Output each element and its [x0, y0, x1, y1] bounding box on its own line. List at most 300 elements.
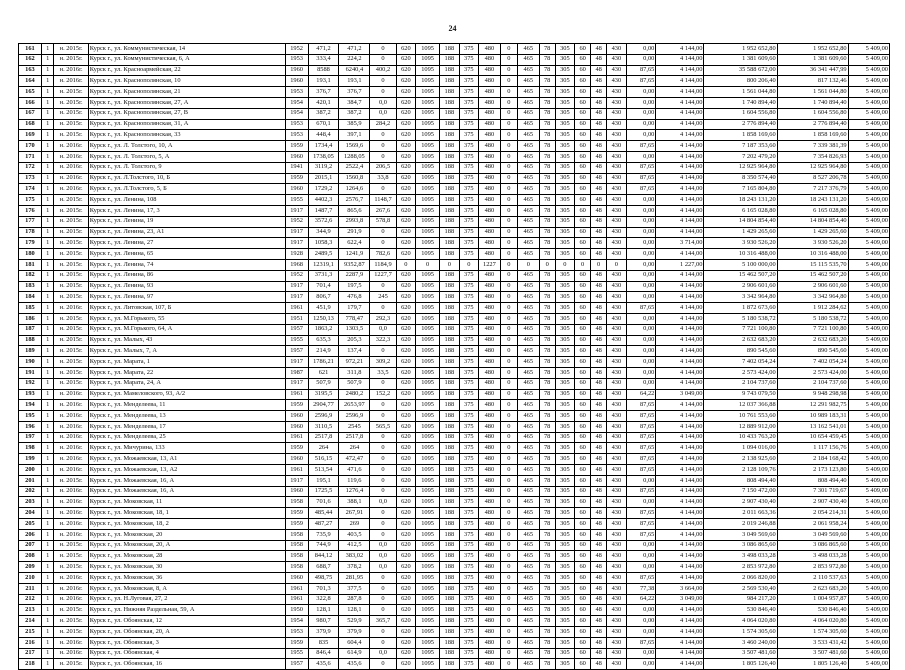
group-code-cell: 1	[41, 87, 54, 98]
table-row	[19, 529, 890, 540]
rate-8-cell: 78	[539, 508, 555, 519]
group-code-cell: 1	[41, 519, 54, 530]
limit-cost-cell: 5 409,00	[848, 346, 889, 357]
rate-9-cell: 305	[555, 249, 574, 260]
adjusted-cost-cell: 7 354 826,93	[777, 151, 848, 162]
index-cell: 87,65	[626, 465, 656, 476]
cost-per-sqm-cell: 4 144,00	[656, 648, 704, 659]
table-row	[19, 44, 890, 55]
row-number-cell: 186	[19, 313, 42, 324]
nonresidential-area-cell: 0,0	[370, 497, 396, 508]
rate-2-cell: 1095	[416, 292, 440, 303]
limit-cost-cell: 5 409,00	[848, 227, 889, 238]
index-cell: 0,00	[626, 130, 656, 141]
rate-10-cell: 60	[575, 162, 591, 173]
table-row	[19, 411, 890, 422]
rate-10-cell: 60	[575, 421, 591, 432]
rate-4-cell: 375	[459, 357, 478, 368]
nonresidential-area-cell: 0	[370, 87, 396, 98]
table-row	[19, 184, 890, 195]
limit-cost-cell: 5 409,00	[848, 54, 889, 65]
cost-per-sqm-cell: 4 144,00	[656, 281, 704, 292]
living-area-cell: 388,1	[339, 497, 370, 508]
table-row	[19, 346, 890, 357]
index-cell: 0,00	[626, 97, 656, 108]
rate-1-cell: 620	[396, 562, 415, 573]
row-number-cell: 213	[19, 605, 42, 616]
rate-7-cell: 465	[517, 648, 539, 659]
index-cell: 64,22	[626, 389, 656, 400]
group-code-cell: 1	[41, 227, 54, 238]
rate-1-cell: 620	[396, 303, 415, 314]
rate-7-cell: 465	[517, 141, 539, 152]
rate-5-cell: 480	[479, 648, 501, 659]
living-area-cell: 2596,9	[339, 411, 370, 422]
rate-6-cell: 0	[500, 292, 517, 303]
index-cell: 87,65	[626, 65, 656, 76]
total-area-cell: 844,12	[308, 551, 339, 562]
living-area-cell: 604,4	[339, 637, 370, 648]
rate-12-cell: 430	[607, 238, 626, 249]
nonresidential-area-cell: 0	[370, 76, 396, 87]
rate-7-cell: 465	[517, 173, 539, 184]
rate-1-cell: 620	[396, 119, 415, 130]
rate-10-cell: 60	[575, 227, 591, 238]
rate-7-cell: 465	[517, 195, 539, 206]
living-area-cell: 6240,4	[339, 65, 370, 76]
rate-4-cell: 375	[459, 346, 478, 357]
rate-5-cell: 480	[479, 605, 501, 616]
adjusted-cost-cell: 3 086 865,60	[777, 540, 848, 551]
rate-12-cell: 430	[607, 184, 626, 195]
rate-3-cell: 188	[440, 108, 459, 119]
rate-11-cell: 48	[591, 573, 607, 584]
row-number-cell: 196	[19, 421, 42, 432]
index-cell: 87,65	[626, 411, 656, 422]
row-number-cell: 174	[19, 184, 42, 195]
survey-year-cell: н. 2015г.	[54, 270, 88, 281]
rate-1-cell: 620	[396, 184, 415, 195]
cost-per-sqm-cell: 3 049,00	[656, 594, 704, 605]
nonresidential-area-cell: 0,0	[370, 324, 396, 335]
rate-10-cell: 60	[575, 475, 591, 486]
rate-3-cell: 188	[440, 540, 459, 551]
limit-cost-cell: 5 409,00	[848, 637, 889, 648]
index-cell: 0,00	[626, 249, 656, 260]
rate-7-cell: 465	[517, 573, 539, 584]
rate-8-cell: 78	[539, 497, 555, 508]
rate-3-cell: 188	[440, 97, 459, 108]
rate-7-cell: 465	[517, 44, 539, 55]
total-area-cell: 2517,8	[308, 432, 339, 443]
living-area-cell: 9352,87	[339, 259, 370, 270]
row-number-cell: 167	[19, 108, 42, 119]
limit-cost-cell: 5 409,00	[848, 594, 889, 605]
rate-8-cell: 78	[539, 130, 555, 141]
rate-2-cell: 1095	[416, 97, 440, 108]
estimated-cost-cell: 1 574 305,60	[704, 627, 777, 638]
address-cell: Курск г., ул. Моковская, 36	[88, 573, 285, 584]
total-area-cell: 835	[308, 637, 339, 648]
rate-6-cell: 0	[500, 421, 517, 432]
rate-10-cell: 60	[575, 292, 591, 303]
rate-1-cell: 620	[396, 76, 415, 87]
rate-7-cell: 465	[517, 238, 539, 249]
rate-7-cell: 465	[517, 162, 539, 173]
estimated-cost-cell: 5 180 538,72	[704, 313, 777, 324]
limit-cost-cell: 5 409,00	[848, 497, 889, 508]
total-area-cell: 487,27	[308, 519, 339, 530]
limit-cost-cell: 5 409,00	[848, 281, 889, 292]
group-code-cell: 1	[41, 583, 54, 594]
rate-12-cell: 430	[607, 637, 626, 648]
survey-year-cell: н. 2016г.	[54, 421, 88, 432]
rate-10-cell: 60	[575, 97, 591, 108]
rate-10-cell: 60	[575, 313, 591, 324]
adjusted-cost-cell: 7 217 376,79	[777, 184, 848, 195]
rate-12-cell: 430	[607, 151, 626, 162]
total-area-cell: 3731,3	[308, 270, 339, 281]
survey-year-cell: н. 2015г.	[54, 130, 88, 141]
estimated-cost-cell: 1 740 894,40	[704, 97, 777, 108]
total-area-cell: 516,15	[308, 454, 339, 465]
table-row	[19, 141, 890, 152]
index-cell: 0,00	[626, 195, 656, 206]
cost-per-sqm-cell: 3 664,00	[656, 583, 704, 594]
row-number-cell: 189	[19, 346, 42, 357]
rate-3-cell: 188	[440, 65, 459, 76]
rate-9-cell: 305	[555, 421, 574, 432]
rate-8-cell: 78	[539, 292, 555, 303]
rate-2-cell: 1095	[416, 627, 440, 638]
rate-2-cell: 1095	[416, 87, 440, 98]
survey-year-cell: н. 2016г.	[54, 519, 88, 530]
limit-cost-cell: 5 409,00	[848, 605, 889, 616]
adjusted-cost-cell: 2 907 430,40	[777, 497, 848, 508]
address-cell: Курск г., ул. Моковская, 18, 2	[88, 519, 285, 530]
address-cell: Курск г., ул. Малых, 7, А	[88, 346, 285, 357]
adjusted-cost-cell: 2 110 537,63	[777, 573, 848, 584]
estimated-cost-cell: 2 011 663,36	[704, 508, 777, 519]
address-cell: Курск г., ул. Менделеева, 17	[88, 421, 285, 432]
estimated-cost-cell: 10 761 553,60	[704, 411, 777, 422]
rate-4-cell: 375	[459, 303, 478, 314]
adjusted-cost-cell: 1 805 126,40	[777, 659, 848, 670]
row-number-cell: 190	[19, 357, 42, 368]
adjusted-cost-cell: 3 498 033,28	[777, 551, 848, 562]
survey-year-cell: н. 2015г.	[54, 357, 88, 368]
rate-4-cell: 375	[459, 184, 478, 195]
index-cell: 87,65	[626, 486, 656, 497]
rate-11-cell: 48	[591, 540, 607, 551]
total-area-cell: 2904,77	[308, 400, 339, 411]
rate-4-cell: 375	[459, 486, 478, 497]
survey-year-cell: н. 2016г.	[54, 648, 88, 659]
cost-per-sqm-cell: 4 144,00	[656, 627, 704, 638]
table-row	[19, 648, 890, 659]
rate-6-cell: 0	[500, 184, 517, 195]
nonresidential-area-cell: 0	[370, 346, 396, 357]
row-number-cell: 163	[19, 65, 42, 76]
group-code-cell: 1	[41, 65, 54, 76]
build-year-cell: 1917	[285, 227, 308, 238]
rate-4-cell: 375	[459, 313, 478, 324]
survey-year-cell: н. 2015г.	[54, 378, 88, 389]
nonresidential-area-cell: 33,5	[370, 367, 396, 378]
cost-per-sqm-cell: 4 144,00	[656, 87, 704, 98]
rate-6-cell: 0	[500, 573, 517, 584]
survey-year-cell: н. 2016г.	[54, 443, 88, 454]
cost-per-sqm-cell: 4 144,00	[656, 151, 704, 162]
row-number-cell: 178	[19, 227, 42, 238]
cost-per-sqm-cell: 4 144,00	[656, 659, 704, 670]
estimated-cost-cell: 1 805 126,40	[704, 659, 777, 670]
rate-9-cell: 305	[555, 540, 574, 551]
row-number-cell: 180	[19, 249, 42, 260]
table-row	[19, 551, 890, 562]
rate-8-cell: 78	[539, 119, 555, 130]
rate-9-cell: 305	[555, 346, 574, 357]
rate-3-cell: 188	[440, 389, 459, 400]
limit-cost-cell: 5 409,00	[848, 562, 889, 573]
rate-7-cell: 465	[517, 151, 539, 162]
table-row	[19, 562, 890, 573]
group-code-cell: 1	[41, 184, 54, 195]
rate-7-cell: 465	[517, 205, 539, 216]
cost-per-sqm-cell: 4 144,00	[656, 465, 704, 476]
living-area-cell: 179,7	[339, 303, 370, 314]
rate-6-cell: 0	[500, 227, 517, 238]
rate-9-cell: 305	[555, 454, 574, 465]
rate-7-cell: 465	[517, 65, 539, 76]
table-row	[19, 540, 890, 551]
estimated-cost-cell: 2 853 972,80	[704, 562, 777, 573]
cost-per-sqm-cell: 4 144,00	[656, 637, 704, 648]
rate-9-cell: 305	[555, 465, 574, 476]
rate-7-cell: 465	[517, 497, 539, 508]
rate-2-cell: 1095	[416, 335, 440, 346]
rate-5-cell: 480	[479, 238, 501, 249]
adjusted-cost-cell: 15 115 535,70	[777, 259, 848, 270]
limit-cost-cell: 5 409,00	[848, 627, 889, 638]
estimated-cost-cell: 35 588 672,00	[704, 65, 777, 76]
living-area-cell: 2653,97	[339, 400, 370, 411]
rate-12-cell: 430	[607, 195, 626, 206]
nonresidential-area-cell: 565,5	[370, 421, 396, 432]
living-area-cell: 264	[339, 443, 370, 454]
rate-7-cell: 465	[517, 616, 539, 627]
row-number-cell: 198	[19, 443, 42, 454]
limit-cost-cell: 5 409,00	[848, 65, 889, 76]
rate-3-cell: 188	[440, 87, 459, 98]
rate-8-cell: 78	[539, 648, 555, 659]
rate-2-cell: 1095	[416, 249, 440, 260]
group-code-cell: 1	[41, 367, 54, 378]
rate-12-cell: 430	[607, 411, 626, 422]
rate-10-cell: 60	[575, 465, 591, 476]
limit-cost-cell: 5 409,00	[848, 195, 889, 206]
rate-1-cell: 620	[396, 162, 415, 173]
rate-2-cell: 1095	[416, 44, 440, 55]
cost-per-sqm-cell: 4 144,00	[656, 529, 704, 540]
rate-10-cell: 60	[575, 551, 591, 562]
nonresidential-area-cell: 0	[370, 303, 396, 314]
index-cell: 0,00	[626, 540, 656, 551]
rate-4-cell: 375	[459, 616, 478, 627]
rate-9-cell: 305	[555, 367, 574, 378]
rate-11-cell: 48	[591, 389, 607, 400]
rate-3-cell: 188	[440, 357, 459, 368]
address-cell: Курск г., ул. Красноармейская, 22	[88, 65, 285, 76]
limit-cost-cell: 5 409,00	[848, 400, 889, 411]
address-cell: Курск г., ул. Ленина, 93	[88, 281, 285, 292]
index-cell: 87,65	[626, 400, 656, 411]
rate-5-cell: 480	[479, 486, 501, 497]
adjusted-cost-cell: 1 381 609,60	[777, 54, 848, 65]
table-row	[19, 195, 890, 206]
total-area-cell: 12319,1	[308, 259, 339, 270]
limit-cost-cell: 5 409,00	[848, 486, 889, 497]
living-area-cell: 403,5	[339, 529, 370, 540]
total-area-cell: 3195,5	[308, 389, 339, 400]
rate-4-cell: 375	[459, 659, 478, 670]
address-cell: Курск г., ул. Ленина, 17, 3	[88, 205, 285, 216]
build-year-cell: 1955	[285, 195, 308, 206]
row-number-cell: 188	[19, 335, 42, 346]
total-area-cell: 498,75	[308, 573, 339, 584]
rate-10-cell: 60	[575, 238, 591, 249]
rate-4-cell: 375	[459, 605, 478, 616]
nonresidential-area-cell: 0	[370, 238, 396, 249]
total-area-cell: 3110,5	[308, 421, 339, 432]
adjusted-cost-cell: 2 853 972,80	[777, 562, 848, 573]
rate-12-cell: 430	[607, 573, 626, 584]
rate-2-cell: 1095	[416, 454, 440, 465]
index-cell: 87,65	[626, 519, 656, 530]
cost-per-sqm-cell: 4 144,00	[656, 605, 704, 616]
rate-3-cell: 188	[440, 475, 459, 486]
rate-12-cell: 430	[607, 324, 626, 335]
group-code-cell: 1	[41, 486, 54, 497]
rate-9-cell: 305	[555, 529, 574, 540]
rate-1-cell: 620	[396, 432, 415, 443]
rate-6-cell: 0	[500, 65, 517, 76]
address-cell: Курск г., ул. Обоянская, 12	[88, 616, 285, 627]
living-area-cell: 614,9	[339, 648, 370, 659]
rate-9-cell: 305	[555, 87, 574, 98]
nonresidential-area-cell: 0	[370, 486, 396, 497]
rate-12-cell: 430	[607, 108, 626, 119]
address-cell: Курск г., ул. Краснополянская, 27, В	[88, 108, 285, 119]
rate-1-cell: 620	[396, 216, 415, 227]
build-year-cell: 1958	[285, 551, 308, 562]
rate-7-cell: 465	[517, 605, 539, 616]
total-area-cell: 420,1	[308, 97, 339, 108]
survey-year-cell: н. 2016г.	[54, 162, 88, 173]
rate-6-cell: 0	[500, 313, 517, 324]
rate-7-cell: 465	[517, 346, 539, 357]
rate-3-cell: 188	[440, 324, 459, 335]
rate-4-cell: 375	[459, 519, 478, 530]
survey-year-cell: н. 2015г.	[54, 540, 88, 551]
rate-6-cell: 0	[500, 87, 517, 98]
address-cell: Курск г., ул. Обоянская, 16	[88, 659, 285, 670]
estimated-cost-cell: 808 494,40	[704, 475, 777, 486]
survey-year-cell: н. 2016г.	[54, 184, 88, 195]
adjusted-cost-cell: 7 339 381,39	[777, 141, 848, 152]
rate-3-cell: 188	[440, 335, 459, 346]
rate-8-cell: 78	[539, 573, 555, 584]
rate-5-cell: 480	[479, 540, 501, 551]
address-cell: Курск г., ул. Краснополянская, 10	[88, 76, 285, 87]
rate-3-cell: 188	[440, 616, 459, 627]
rate-10-cell: 60	[575, 173, 591, 184]
living-area-cell: 2545	[339, 421, 370, 432]
rate-8-cell: 78	[539, 519, 555, 530]
rate-2-cell: 1095	[416, 108, 440, 119]
adjusted-cost-cell: 7 301 719,67	[777, 486, 848, 497]
index-cell: 0,00	[626, 238, 656, 249]
limit-cost-cell: 5 409,00	[848, 335, 889, 346]
index-cell: 87,65	[626, 508, 656, 519]
address-cell: Курск г., ул. Краснополянская, 33	[88, 130, 285, 141]
total-area-cell: 980,7	[308, 616, 339, 627]
adjusted-cost-cell: 3 342 964,80	[777, 292, 848, 303]
rate-10-cell: 60	[575, 529, 591, 540]
living-area-cell: 1560,8	[339, 173, 370, 184]
living-area-cell: 291,9	[339, 227, 370, 238]
address-cell: Курск г., ул. Нижняя Раздельная, 59, А	[88, 605, 285, 616]
rate-9-cell: 305	[555, 173, 574, 184]
build-year-cell: 1957	[285, 324, 308, 335]
nonresidential-area-cell: 578,8	[370, 216, 396, 227]
limit-cost-cell: 5 409,00	[848, 97, 889, 108]
index-cell: 87,65	[626, 162, 656, 173]
rate-5-cell: 480	[479, 324, 501, 335]
nonresidential-area-cell: 292,3	[370, 313, 396, 324]
table-row	[19, 616, 890, 627]
adjusted-cost-cell: 7 721 100,80	[777, 324, 848, 335]
build-year-cell: 1954	[285, 97, 308, 108]
rate-10-cell: 60	[575, 76, 591, 87]
rate-6-cell: 0	[500, 605, 517, 616]
address-cell: Курск г., ул. Моковская, 28	[88, 551, 285, 562]
total-area-cell: 2015,1	[308, 173, 339, 184]
rate-1-cell: 620	[396, 97, 415, 108]
rate-3-cell: 188	[440, 313, 459, 324]
index-cell: 0,00	[626, 108, 656, 119]
rate-10-cell: 60	[575, 216, 591, 227]
rate-5-cell: 480	[479, 616, 501, 627]
rate-8-cell: 78	[539, 594, 555, 605]
survey-year-cell: н. 2015г.	[54, 313, 88, 324]
cost-per-sqm-cell: 4 144,00	[656, 573, 704, 584]
rate-7-cell: 465	[517, 627, 539, 638]
rate-11-cell: 48	[591, 443, 607, 454]
nonresidential-area-cell: 0	[370, 465, 396, 476]
group-code-cell: 1	[41, 648, 54, 659]
estimated-cost-cell: 7 202 479,20	[704, 151, 777, 162]
build-year-cell: 1917	[285, 281, 308, 292]
rate-1-cell: 620	[396, 141, 415, 152]
rate-8-cell: 78	[539, 605, 555, 616]
rate-4-cell: 375	[459, 573, 478, 584]
rate-6-cell: 0	[500, 238, 517, 249]
rate-9-cell: 305	[555, 519, 574, 530]
row-number-cell: 164	[19, 76, 42, 87]
group-code-cell: 1	[41, 44, 54, 55]
rate-8-cell: 78	[539, 367, 555, 378]
